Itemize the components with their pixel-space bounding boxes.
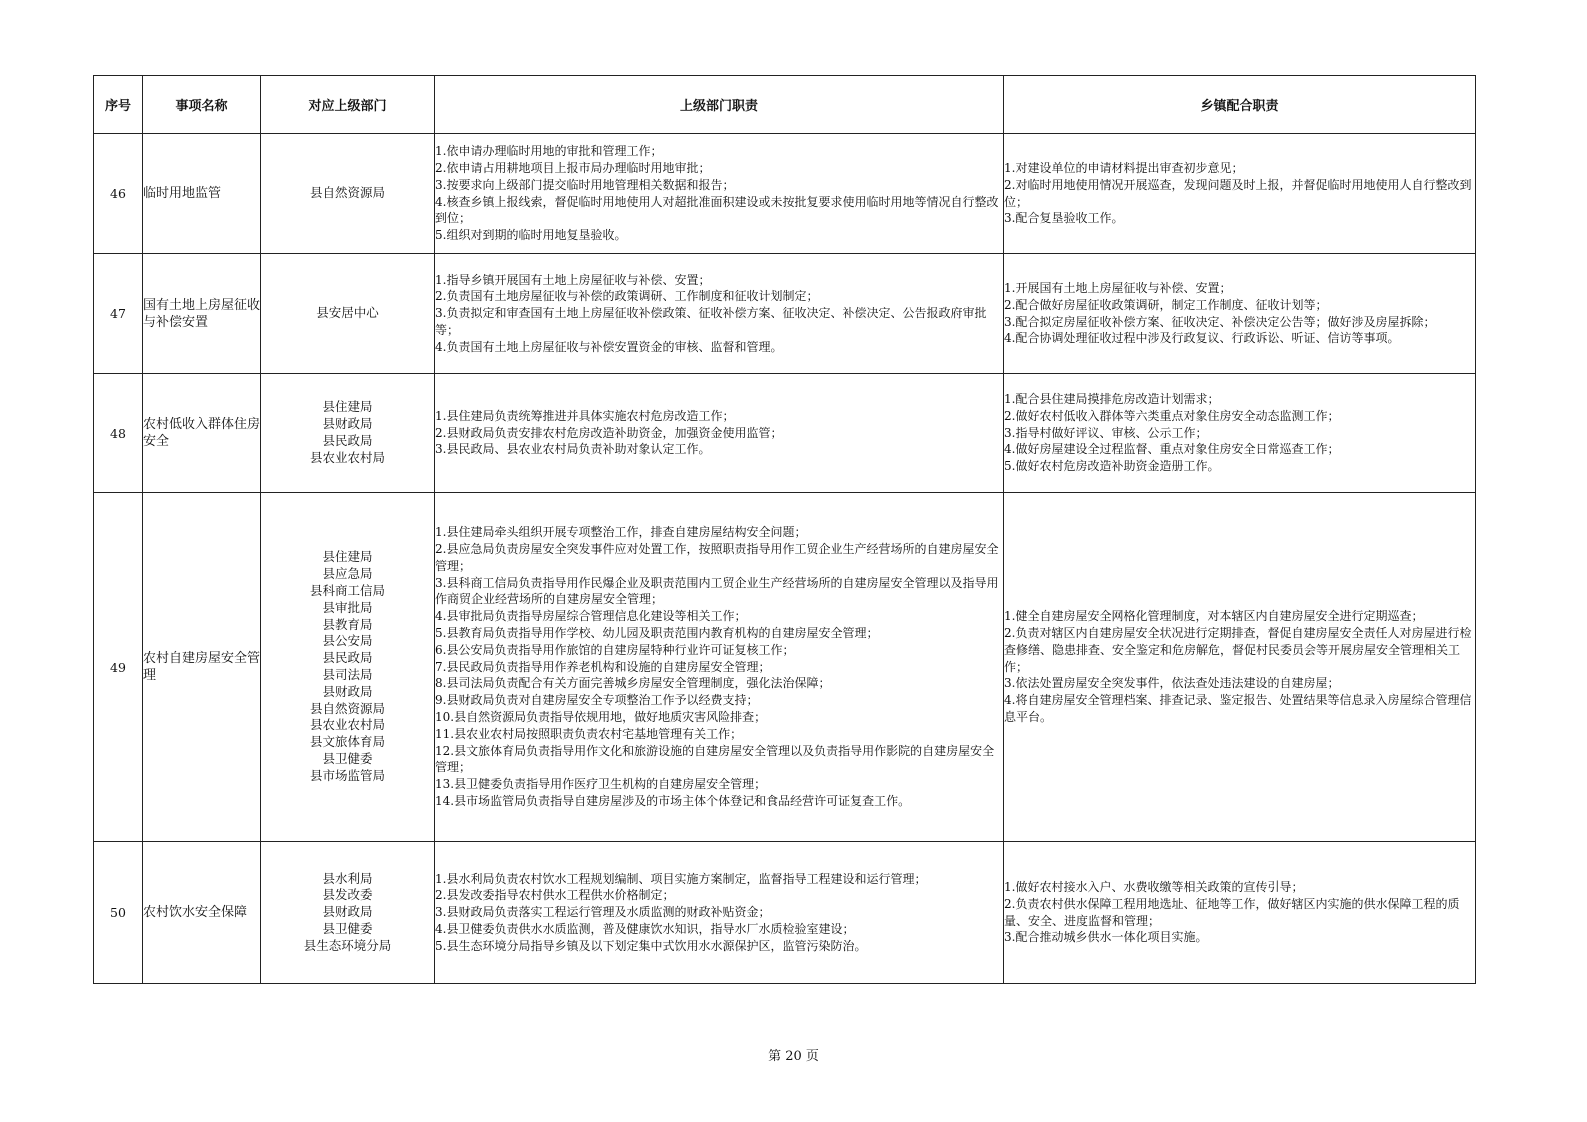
duty-item: 11.县农业农村局按照职责负责农村宅基地管理有关工作；: [435, 726, 743, 741]
department-name: 县民政局: [322, 433, 373, 448]
duty-item: 2.负责国有土地房屋征收与补偿的政策调研、工作制度和征收计划制定；: [435, 289, 819, 304]
duty-item: 3.按要求向上级部门提交临时用地管理相关数据和报告；: [435, 177, 735, 192]
duty-item: 2.负责农村供水保障工程用地选址、征地等工作，做好辖区内实施的供水保障工程的质量、安全、进度监督和管理；: [1004, 896, 1460, 928]
department-name: 县农业农村局: [309, 717, 385, 733]
department-name: 县住建局: [322, 399, 373, 415]
department-name: 县卫健委: [322, 750, 373, 766]
duty-item: 2.负责对辖区内自建房屋安全状况进行定期排查，督促自建房屋安全责任人对房屋进行检查修缮、隐患排查、安全鉴定和危房解危，督促村民委员会等开展房屋安全管理相关工作；: [1004, 626, 1472, 674]
duty-item: 4.核查乡镇上报线索，督促临时用地使用人对超批准面积建设或未按批复要求使用临时用地等情况自行整改到位；: [435, 194, 999, 226]
table-row: [94, 842, 1476, 984]
header-num: 序号: [94, 76, 143, 134]
duty-item: 7.县民政局负责指导用作养老机构和设施的自建房屋安全管理；: [435, 659, 771, 674]
department-name: 县财政局: [322, 683, 373, 699]
duty-item: 4.将自建房屋安全管理档案、排查记录、鉴定报告、处置结果等信息录入房屋综合管理信息平台。: [1004, 693, 1472, 724]
duty-item: 3.县科商工信局负责指导用作民爆企业及职责范围内工贸企业生产经营场所的自建房屋安全管理以及指导用作商贸企业经营场所的自建房屋安全管理；: [435, 575, 999, 607]
row-number: 50: [94, 842, 143, 984]
upper-departments: [261, 254, 435, 374]
row-number: 47: [94, 254, 143, 374]
duty-item: 1.依申请办理临时用地的审批和管理工作；: [435, 144, 663, 159]
department-name: 县财政局: [322, 904, 373, 920]
duty-item: 12.县文旅体育局负责指导用作文化和旅游设施的自建房屋安全管理以及负责指导用作影院的自建房屋安全管理；: [435, 743, 995, 775]
header-item-name: 事项名称: [143, 76, 261, 134]
town-duties: [1004, 374, 1476, 493]
upper-duties: [435, 842, 1004, 984]
duty-item: 5.做好农村危房改造补助资金造册工作。: [1004, 459, 1220, 474]
duty-item: 2.对临时用地使用情况开展巡查，发现问题及时上报，并督促临时用地使用人自行整改到位；: [1004, 177, 1472, 209]
page-number: 第 20 页: [768, 1049, 819, 1064]
duty-item: 1.指导乡镇开展国有土地上房屋征收与补偿、安置；: [435, 272, 711, 287]
upper-duties: [435, 493, 1004, 842]
department-name: 县文旅体育局: [309, 734, 385, 750]
town-duties: [1004, 842, 1476, 984]
header-upper-dept: 对应上级部门: [261, 76, 435, 134]
department-name: 县水利局: [322, 870, 373, 886]
duty-item: 1.开展国有土地上房屋征收与补偿、安置；: [1004, 280, 1232, 295]
duty-item: 3.指导村做好评议、审核、公示工作；: [1004, 425, 1208, 440]
duty-item: 14.县市场监管局负责指导自建房屋涉及的市场主体个体登记和食品经营许可证复查工作。: [435, 793, 911, 808]
upper-duties: [435, 374, 1004, 493]
upper-departments: [261, 493, 435, 842]
table-body: [94, 134, 1476, 984]
table-row: [94, 134, 1476, 254]
duty-item: 3.配合推动城乡供水一体化项目实施。: [1004, 930, 1208, 945]
department-name: 县市场监管局: [309, 767, 385, 783]
duty-item: 4.做好房屋建设全过程监督、重点对象住房安全日常巡查工作；: [1004, 442, 1340, 457]
duty-item: 3.配合拟定房屋征收补偿方案、征收决定、补偿决定公告等；做好涉及房屋拆除；: [1004, 314, 1436, 329]
row-number: 46: [94, 134, 143, 254]
upper-departments: [261, 134, 435, 254]
duty-item: 1.做好农村接水入户、水费收缴等相关政策的宣传引导；: [1004, 879, 1304, 894]
table-row: [94, 254, 1476, 374]
duty-item: 4.配合协调处理征收过程中涉及行政复议、行政诉讼、听证、信访等事项。: [1004, 331, 1400, 346]
department-name: 县卫健委: [322, 920, 373, 936]
duty-item: 3.负责拟定和审查国有土地上房屋征收补偿政策、征收补偿方案、征收决定、补偿决定、公告报政府审批等；: [435, 306, 987, 337]
department-name: 县自然资源局: [309, 185, 385, 201]
duty-item: 8.县司法局负责配合有关方面完善城乡房屋安全管理制度，强化法治保障；: [435, 676, 831, 691]
department-name: 县生态环境分局: [303, 937, 392, 953]
duty-item: 5.组织对到期的临时用地复垦验收。: [435, 228, 627, 243]
department-name: 县财政局: [322, 416, 373, 432]
duty-item: 10.县自然资源局负责指导依规用地，做好地质灾害风险排查；: [435, 709, 767, 724]
duty-item: 4.县卫健委负责供水水质监测，普及健康饮水知识，指导水厂水质检验室建设；: [435, 921, 855, 936]
department-name: 县审批局: [322, 599, 373, 615]
responsibility-table: [93, 75, 1476, 984]
duty-item: 2.配合做好房屋征收政策调研，制定工作制度、征收计划等；: [1004, 297, 1328, 312]
row-number: 48: [94, 374, 143, 493]
duty-item: 5.县生态环境分局指导乡镇及以下划定集中式饮用水水源保护区，监管污染防治。: [435, 938, 867, 953]
duty-item: 1.县住建局牵头组织开展专项整治工作，排查自建房屋结构安全问题；: [435, 525, 807, 540]
header-upper-duty: 上级部门职责: [435, 76, 1004, 134]
duty-item: 5.县教育局负责指导用作学校、幼儿园及职责范围内教育机构的自建房屋安全管理；: [435, 626, 879, 640]
upper-departments: [261, 374, 435, 493]
duty-item: 1.对建设单位的申请材料提出审查初步意见；: [1004, 160, 1244, 175]
town-duties: [1004, 493, 1476, 842]
item-name: 农村低收入群体住房安全: [143, 374, 261, 493]
duty-item: 1.配合县住建局摸排危房改造计划需求；: [1004, 392, 1220, 406]
table-row: [94, 374, 1476, 493]
duty-item: 2.依申请占用耕地项目上报市局办理临时用地审批；: [435, 160, 711, 175]
item-name: 农村自建房屋安全管理: [143, 493, 261, 842]
department-name: 县应急局: [322, 566, 373, 582]
department-name: 县发改委: [322, 887, 373, 903]
duty-item: 2.做好农村低收入群体等六类重点对象住房安全动态监测工作；: [1004, 408, 1340, 423]
town-duties: [1004, 134, 1476, 254]
duty-item: 4.负责国有土地上房屋征收与补偿安置资金的审核、监督和管理。: [435, 339, 783, 354]
upper-departments: [261, 842, 435, 984]
duty-item: 2.县发改委指导农村供水工程供水价格制定；: [435, 888, 675, 903]
department-name: 县民政局: [322, 650, 373, 666]
header-row: [94, 76, 1476, 134]
duty-item: 9.县财政局负责对自建房屋安全专项整治工作予以经费支持；: [435, 693, 759, 708]
department-name: 县教育局: [322, 616, 373, 632]
item-name: 国有土地上房屋征收与补偿安置: [143, 254, 261, 374]
department-name: 县农业农村局: [309, 449, 385, 465]
duty-item: 6.县公安局负责指导用作旅馆的自建房屋特种行业许可证复核工作；: [435, 642, 795, 657]
duty-item: 2.县财政局负责安排农村危房改造补助资金，加强资金使用监管；: [435, 425, 783, 440]
duty-item: 3.县民政局、县农业农村局负责补助对象认定工作。: [435, 442, 711, 457]
duty-item: 4.县审批局负责指导房屋综合管理信息化建设等相关工作；: [435, 609, 747, 624]
department-name: 县自然资源局: [309, 700, 385, 716]
item-name: 临时用地监管: [143, 134, 261, 254]
duty-item: 13.县卫健委负责指导用作医疗卫生机构的自建房屋安全管理；: [435, 777, 767, 792]
department-name: 县科商工信局: [309, 583, 385, 599]
header-town-duty: 乡镇配合职责: [1004, 76, 1476, 134]
table-row: [94, 493, 1476, 842]
town-duties: [1004, 254, 1476, 374]
row-number: 49: [94, 493, 143, 842]
duty-item: 3.县财政局负责落实工程运行管理及水质监测的财政补贴资金；: [435, 905, 771, 920]
duty-item: 3.依法处置房屋安全突发事件，依法查处违法建设的自建房屋；: [1004, 676, 1340, 691]
duty-item: 3.配合复垦验收工作。: [1004, 211, 1124, 226]
department-name: 县安居中心: [316, 305, 379, 321]
duty-item: 1.县住建局负责统筹推进并具体实施农村危房改造工作；: [435, 408, 735, 423]
duty-item: 2.县应急局负责房屋安全突发事件应对处置工作，按照职责指导用作工贸企业生产经营场所的自建房屋安全管理；: [435, 542, 999, 573]
upper-duties: [435, 254, 1004, 374]
department-name: 县司法局: [322, 667, 373, 682]
department-name: 县住建局: [322, 549, 373, 565]
department-name: 县公安局: [322, 633, 373, 649]
upper-duties: [435, 134, 1004, 254]
duty-item: 1.县水利局负责农村饮水工程规划编制、项目实施方案制定，监督指导工程建设和运行管理；: [435, 871, 927, 886]
item-name: 农村饮水安全保障: [143, 842, 261, 984]
duty-item: 1.健全自建房屋安全网格化管理制度，对本辖区内自建房屋安全进行定期巡查；: [1004, 609, 1424, 624]
